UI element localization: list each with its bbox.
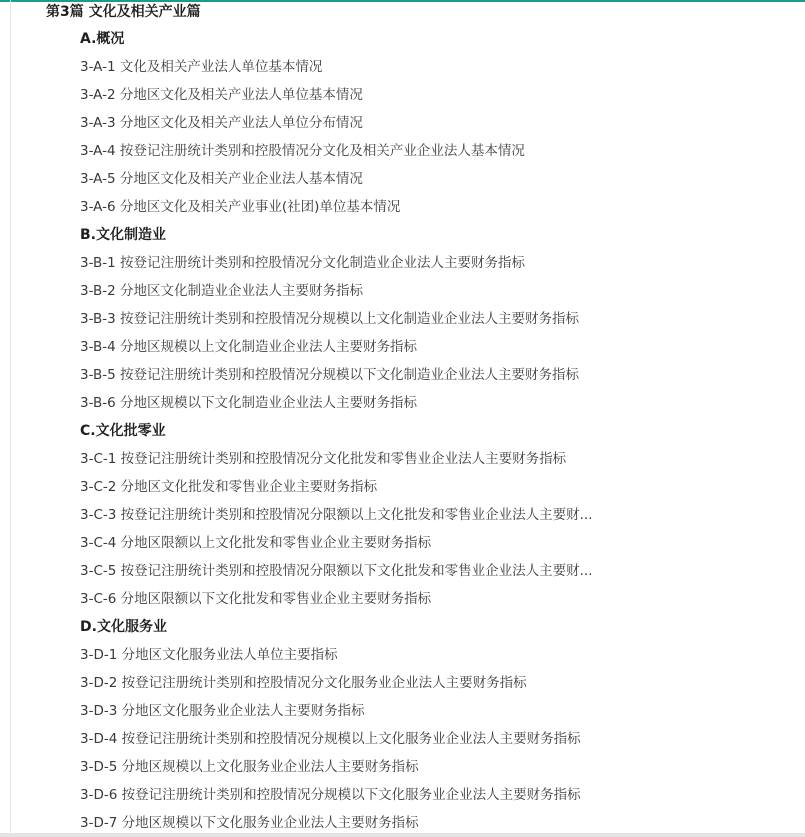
section-heading-c: C.文化批零业 [80, 423, 166, 439]
section-heading-a: A.概况 [80, 31, 125, 47]
section-c [80, 417, 680, 613]
toc-link-3-a-6[interactable]: 3-A-6 分地区文化及相关产业事业(社团)单位基本情况 [80, 199, 401, 215]
toc-link-3-c-5[interactable]: 3-C-5 按登记注册统计类别和控股情况分限额以下文化批发和零售业企业法人主要财... [80, 563, 593, 579]
toc-link-3-b-4[interactable]: 3-B-4 分地区规模以上文化制造业企业法人主要财务指标 [80, 339, 417, 355]
chapter-title: 第3篇 文化及相关产业篇 [46, 4, 201, 20]
bottom-scroll-edge [0, 833, 805, 837]
toc-link-3-c-4[interactable]: 3-C-4 分地区限额以上文化批发和零售业企业主要财务指标 [80, 535, 432, 551]
toc-link-3-c-1[interactable]: 3-C-1 按登记注册统计类别和控股情况分文化批发和零售业企业法人主要财务指标 [80, 451, 567, 467]
toc-link-3-b-3[interactable]: 3-B-3 按登记注册统计类别和控股情况分规模以上文化制造业企业法人主要财务指标 [80, 311, 579, 327]
toc-link-3-a-5[interactable]: 3-A-5 分地区文化及相关产业企业法人基本情况 [80, 171, 363, 187]
toc-link-3-a-2[interactable]: 3-A-2 分地区文化及相关产业法人单位基本情况 [80, 87, 363, 103]
toc-link-3-d-5[interactable]: 3-D-5 分地区规模以上文化服务业企业法人主要财务指标 [80, 759, 419, 775]
toc-link-3-c-6[interactable]: 3-C-6 分地区限额以下文化批发和零售业企业主要财务指标 [80, 591, 432, 607]
toc-link-3-d-4[interactable]: 3-D-4 按登记注册统计类别和控股情况分规模以上文化服务业企业法人主要财务指标 [80, 731, 581, 747]
section-a [80, 25, 680, 221]
toc-link-3-d-2[interactable]: 3-D-2 按登记注册统计类别和控股情况分文化服务业企业法人主要财务指标 [80, 675, 527, 691]
section-heading-b: B.文化制造业 [80, 227, 166, 243]
section-b [80, 221, 680, 417]
toc-sections [80, 25, 680, 837]
toc-link-3-b-1[interactable]: 3-B-1 按登记注册统计类别和控股情况分文化制造业企业法人主要财务指标 [80, 255, 525, 271]
toc-link-3-a-4[interactable]: 3-A-4 按登记注册统计类别和控股情况分文化及相关产业企业法人基本情况 [80, 143, 525, 159]
toc-link-3-b-5[interactable]: 3-B-5 按登记注册统计类别和控股情况分规模以下文化制造业企业法人主要财务指标 [80, 367, 579, 383]
section-heading-d: D.文化服务业 [80, 619, 167, 635]
toc-link-3-c-2[interactable]: 3-C-2 分地区文化批发和零售业企业主要财务指标 [80, 479, 378, 495]
section-d [80, 613, 680, 837]
toc-link-3-d-3[interactable]: 3-D-3 分地区文化服务业企业法人主要财务指标 [80, 703, 365, 719]
toc-link-3-c-3[interactable]: 3-C-3 按登记注册统计类别和控股情况分限额以上文化批发和零售业企业法人主要财... [80, 507, 593, 523]
toc-link-3-d-6[interactable]: 3-D-6 按登记注册统计类别和控股情况分规模以下文化服务业企业法人主要财务指标 [80, 787, 581, 803]
left-divider [10, 0, 11, 837]
toc-link-3-d-7[interactable]: 3-D-7 分地区规模以下文化服务业企业法人主要财务指标 [80, 815, 419, 831]
toc-link-3-a-3[interactable]: 3-A-3 分地区文化及相关产业法人单位分布情况 [80, 115, 363, 131]
toc-link-3-b-6[interactable]: 3-B-6 分地区规模以下文化制造业企业法人主要财务指标 [80, 395, 417, 411]
toc-link-3-a-1[interactable]: 3-A-1 文化及相关产业法人单位基本情况 [80, 59, 323, 75]
toc-link-3-b-2[interactable]: 3-B-2 分地区文化制造业企业法人主要财务指标 [80, 283, 363, 299]
toc-link-3-d-1[interactable]: 3-D-1 分地区文化服务业法人单位主要指标 [80, 647, 338, 663]
